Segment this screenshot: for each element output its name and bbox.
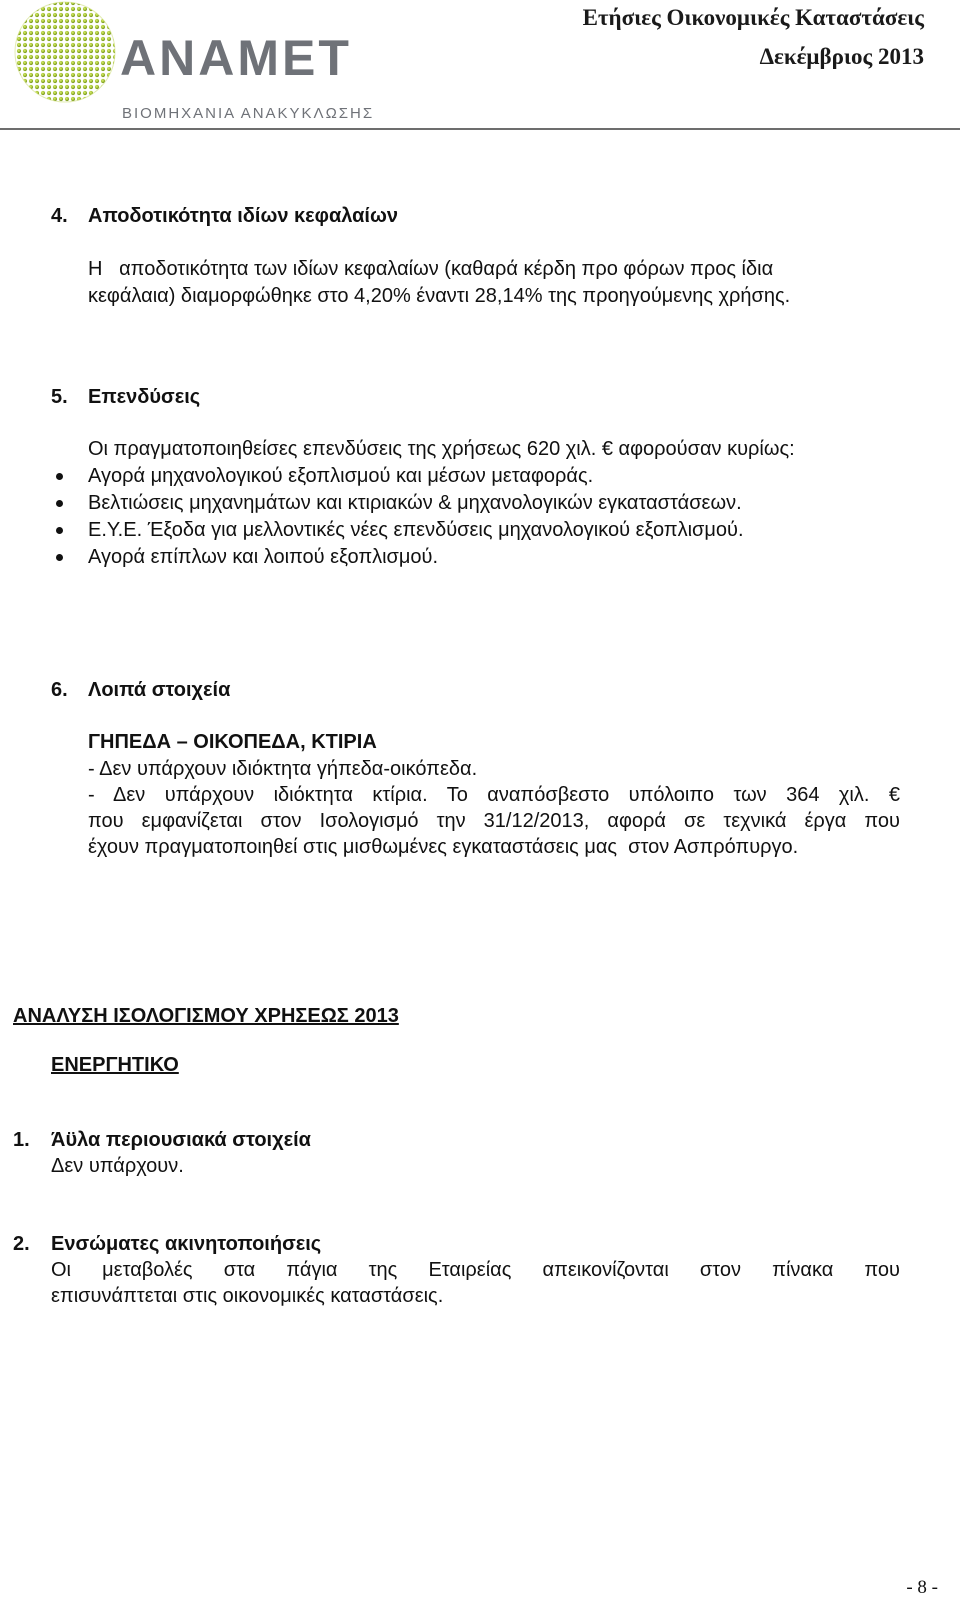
section-6-text-line: - Δεν υπάρχουν ιδιόκτητα γήπεδα-οικόπεδα.: [88, 758, 478, 780]
list-item: Ε.Υ.Ε. Έξοδα για μελλοντικές νέες επενδύσεις μηχανολογικού εξοπλισμού.: [88, 519, 744, 541]
section-6-subtitle: ΓΗΠΕΔΑ – ΟΙΚΟΠΕΔΑ, ΚΤΙΡΙΑ: [88, 731, 377, 753]
company-logo: [10, 0, 380, 122]
section-5-number: 5.: [51, 386, 68, 408]
item-1-number: 1.: [13, 1129, 30, 1151]
list-item: Βελτιώσεις μηχανημάτων και κτιριακών & μηχανολογικών εγκαταστάσεων.: [88, 492, 742, 514]
item-2-text-line: Οι μεταβολές στα πάγια της Εταιρείας απεικονίζονται στον πίνακα που: [51, 1259, 900, 1281]
header-divider: [0, 128, 960, 130]
bullet-icon: [56, 527, 63, 534]
logo-name: ANAMET: [120, 30, 352, 86]
item-1-text: Δεν υπάρχουν.: [51, 1155, 184, 1177]
bullet-icon: [56, 473, 63, 480]
section-6-text-line: - Δεν υπάρχουν ιδιόκτητα κτίρια. Το αναπόσβεστο υπόλοιπο των 364 χιλ. €: [88, 784, 900, 806]
list-item: Αγορά μηχανολογικού εξοπλισμού και μέσων μεταφοράς.: [88, 465, 594, 487]
section-4-title: Αποδοτικότητα ιδίων κεφαλαίων: [88, 205, 399, 227]
item-2-title: Ενσώματες ακινητοποιήσεις: [51, 1233, 322, 1255]
list-item: Αγορά επίπλων και λοιπού εξοπλισμού.: [88, 546, 439, 568]
section-4-text-line: κεφάλαια) διαμορφώθηκε στο 4,20% έναντι 28,14% της προηγούμενης χρήσης.: [88, 285, 791, 307]
section-6-title: Λοιπά στοιχεία: [88, 679, 231, 701]
section-6-text-line: έχουν πραγματοποιηθεί στις μισθωμένες εγκαταστάσεις μας στον Ασπρόπυργο.: [88, 836, 799, 858]
item-2-number: 2.: [13, 1233, 30, 1255]
section-5-title: Επενδύσεις: [88, 386, 201, 408]
document-date: Δεκέμβριος 2013: [759, 44, 924, 69]
logo-sphere-icon: [10, 0, 120, 110]
item-2-text-line: επισυνάπτεται στις οικονομικές καταστάσεις.: [51, 1285, 444, 1307]
section-5-intro: Οι πραγματοποιηθείσες επενδύσεις της χρήσεως 620 χιλ. € αφορούσαν κυρίως:: [88, 438, 795, 460]
section-4-text-line: Η αποδοτικότητα των ιδίων κεφαλαίων (καθαρά κέρδη προ φόρων προς ίδια: [88, 258, 774, 280]
section-6-text-line: που εμφανίζεται στον Ισολογισμό την 31/12/2013, αφορά σε τεχνικά έργα που: [88, 810, 900, 832]
document-title: Ετήσιες Οικονομικές Καταστάσεις: [582, 5, 924, 30]
page-number: - 8 -: [906, 1577, 938, 1598]
analysis-heading: ΑΝΑΛΥΣΗ ΙΣΟΛΟΓΙΣΜΟΥ ΧΡΗΣΕΩΣ 2013: [13, 1005, 399, 1027]
assets-heading: ΕΝΕΡΓΗΤΙΚΟ: [51, 1054, 179, 1076]
item-1-title: Άϋλα περιουσιακά στοιχεία: [51, 1129, 311, 1151]
logo-subtitle: ΒΙΟΜΗΧΑΝΙΑ ΑΝΑΚΥΚΛΩΣΗΣ: [122, 105, 375, 122]
section-6-number: 6.: [51, 679, 68, 701]
bullet-icon: [56, 500, 63, 507]
bullet-icon: [56, 554, 63, 561]
section-4-number: 4.: [51, 205, 68, 227]
